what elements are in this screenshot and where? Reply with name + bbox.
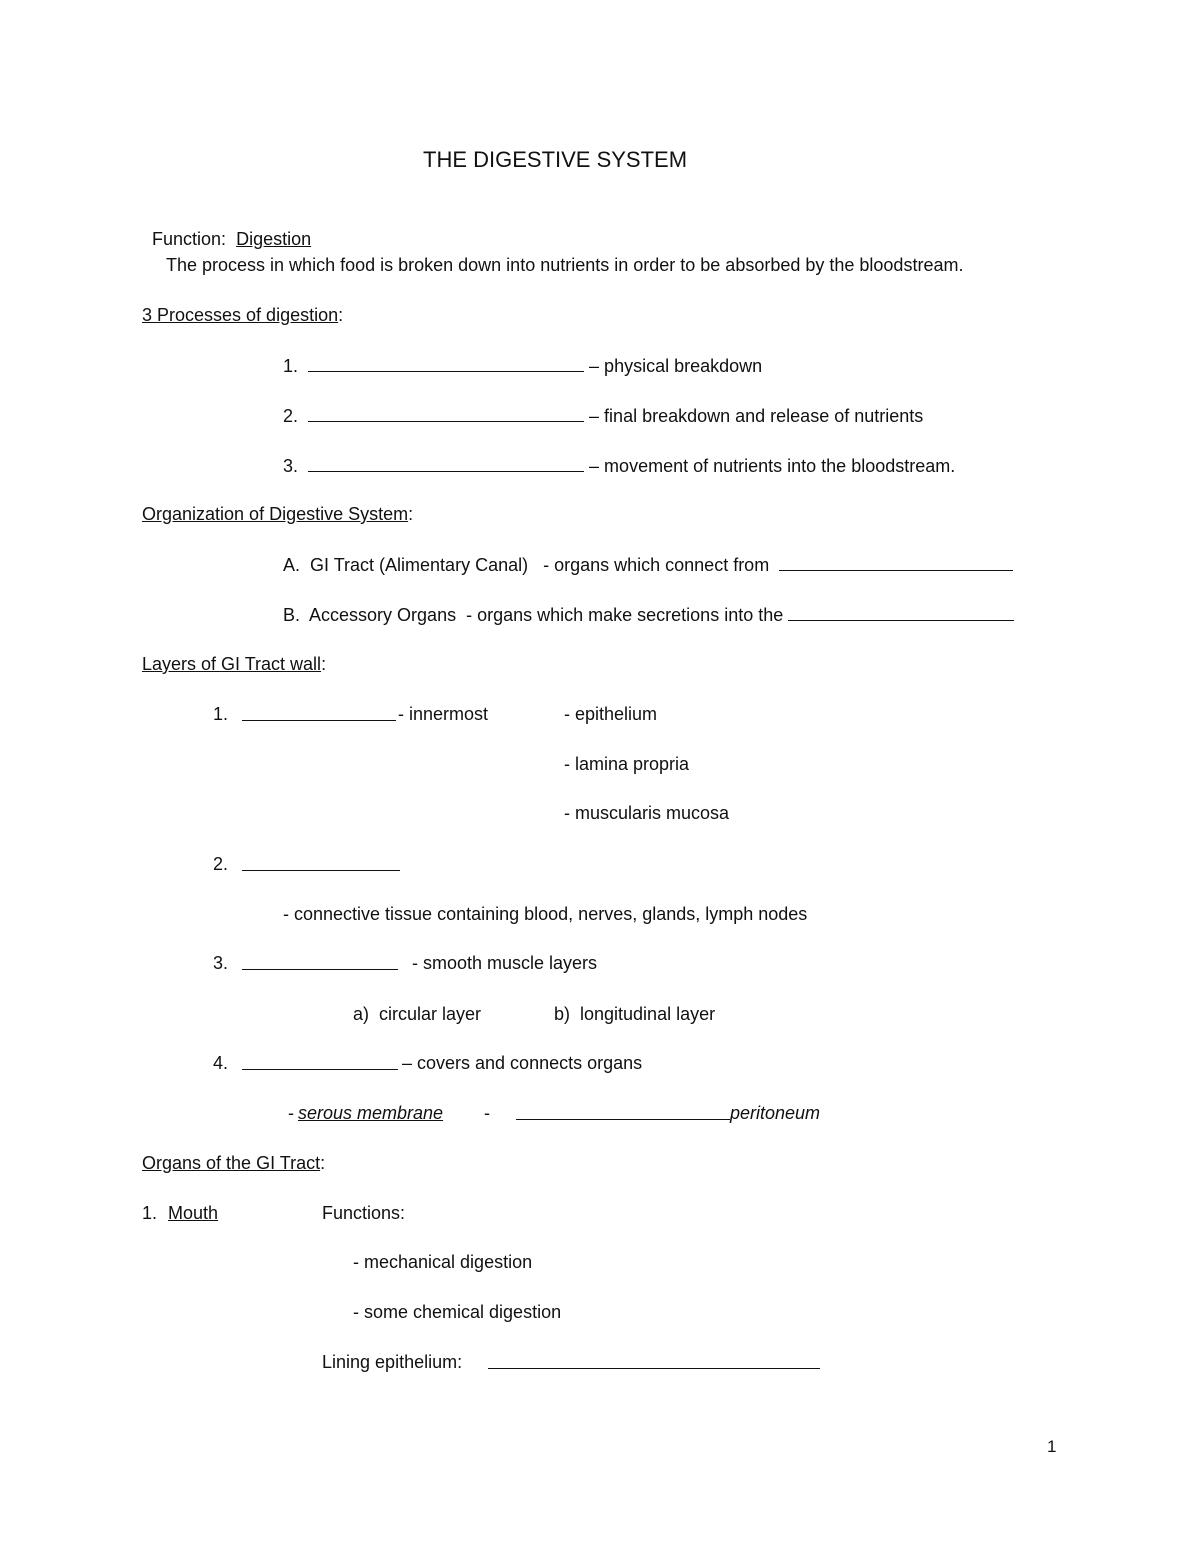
process-number: 1. — [283, 356, 299, 376]
answer-blank[interactable] — [516, 1101, 730, 1120]
process-description: – final breakdown and release of nutrients — [589, 406, 924, 426]
process-item-1 — [283, 353, 762, 378]
layer-1-number: 1. — [213, 704, 229, 724]
layer-1-description: - innermost — [398, 704, 489, 724]
layers-heading-colon: : — [321, 654, 327, 674]
layer-3-number: 3. — [213, 953, 229, 973]
organization-heading-colon: : — [408, 504, 414, 524]
organs-heading-text: Organs of the GI Tract — [142, 1153, 321, 1173]
organization-a-text: GI Tract (Alimentary Canal) - organs which connect from — [310, 555, 770, 575]
function-definition: The process in which food is broken down into nutrients in order to be absorbed by the bloodstream. — [166, 255, 964, 275]
layer-4-number: 4. — [213, 1053, 229, 1073]
answer-blank[interactable] — [488, 1350, 820, 1369]
layer-1-sub-lamina: - lamina propria — [564, 754, 690, 774]
mouth-function-chemical: - some chemical digestion — [353, 1302, 562, 1322]
layer-2-description: - connective tissue containing blood, nerves, glands, lymph nodes — [283, 904, 808, 924]
answer-blank[interactable] — [308, 353, 584, 372]
page-title: THE DIGESTIVE SYSTEM — [423, 147, 688, 172]
organization-a-label: A. — [283, 555, 301, 575]
peritoneum-text: peritoneum — [730, 1103, 821, 1123]
organization-b-label: B. — [283, 605, 301, 625]
organs-heading-colon: : — [320, 1153, 326, 1173]
layer-4-description: – covers and connects organs — [402, 1053, 643, 1073]
answer-blank[interactable] — [308, 453, 584, 472]
function-label: Function: — [152, 229, 227, 249]
function-value: Digestion — [236, 229, 312, 249]
function-row — [142, 203, 311, 251]
process-item-3 — [283, 453, 955, 478]
process-description: – movement of nutrients into the bloodstream. — [589, 456, 956, 476]
answer-blank[interactable] — [242, 702, 396, 721]
answer-blank[interactable] — [308, 403, 584, 422]
serous-dash: - — [484, 1103, 490, 1123]
layer-3-sub-circular: a) circular layer — [353, 1004, 482, 1024]
organ-mouth: Mouth — [168, 1203, 219, 1223]
layers-heading — [142, 652, 326, 676]
answer-blank[interactable] — [242, 951, 398, 970]
processes-heading-text: 3 Processes of digestion — [142, 305, 339, 325]
process-number: 2. — [283, 406, 299, 426]
answer-blank[interactable] — [788, 602, 1014, 621]
processes-heading-colon: : — [338, 305, 344, 325]
serous-prefix: - — [288, 1103, 294, 1123]
answer-blank[interactable] — [779, 552, 1013, 571]
answer-blank[interactable] — [242, 1051, 398, 1070]
organization-heading-text: Organization of Digestive System — [142, 504, 409, 524]
process-item-2 — [283, 403, 923, 428]
organization-item-b — [283, 602, 1014, 627]
organization-heading — [142, 502, 413, 526]
serous-membrane: serous membrane — [298, 1103, 444, 1123]
mouth-function-mechanical: - mechanical digestion — [353, 1252, 533, 1272]
layer-1-sub-muscularis: - muscularis mucosa — [564, 803, 730, 823]
processes-heading — [142, 303, 343, 327]
lining-epithelium-label: Lining epithelium: — [322, 1352, 463, 1372]
functions-label: Functions: — [322, 1203, 406, 1223]
organs-heading — [142, 1151, 325, 1175]
process-number: 3. — [283, 456, 299, 476]
page-number: 1 — [1047, 1437, 1057, 1456]
organ-1-number: 1. — [142, 1203, 158, 1223]
layer-3-description: - smooth muscle layers — [412, 953, 598, 973]
layers-heading-text: Layers of GI Tract wall — [142, 654, 322, 674]
organization-item-a — [283, 552, 1013, 577]
layer-3-sub-longitudinal: b) longitudinal layer — [554, 1004, 716, 1024]
organization-b-text: Accessory Organs - organs which make secretions into the — [309, 605, 784, 625]
layer-2-number: 2. — [213, 854, 229, 874]
layer-1-sub-epithelium: - epithelium — [564, 704, 658, 724]
process-description: – physical breakdown — [589, 356, 763, 376]
answer-blank[interactable] — [242, 852, 400, 871]
